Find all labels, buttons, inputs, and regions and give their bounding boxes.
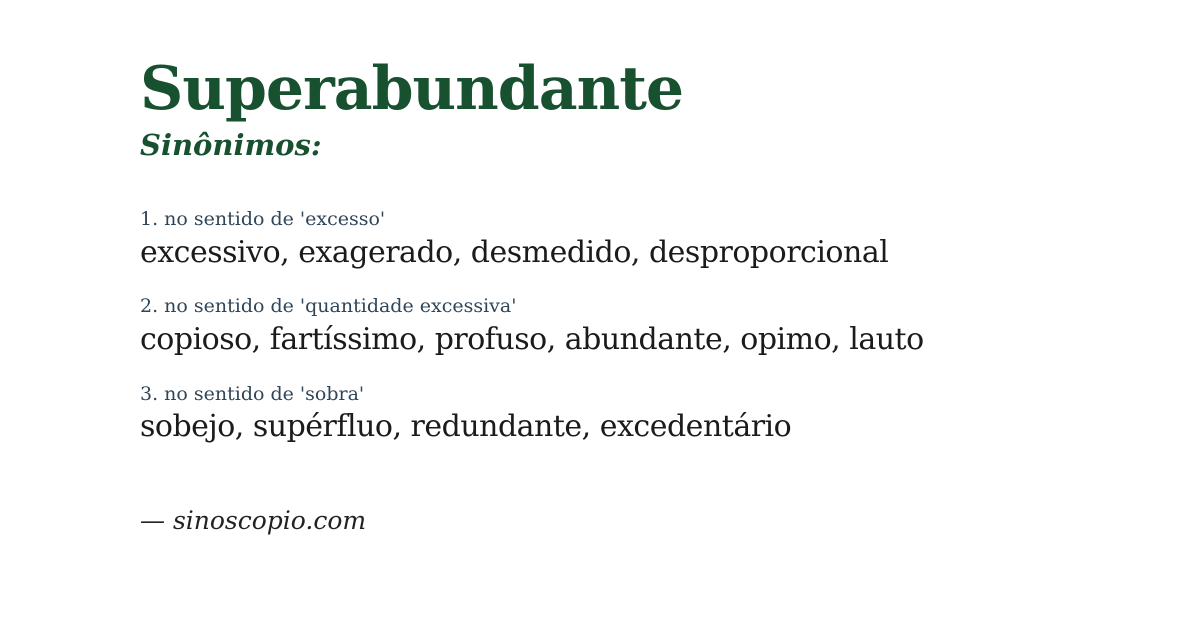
sense-item [140,295,1140,358]
sense-synonyms: copioso, fartíssimo, profuso, abundante, opimo, lauto [140,322,924,358]
sense-synonyms: sobejo, supérfluo, redundante, excedentário [140,409,792,445]
page-subtitle: Sinônimos: [140,128,322,162]
sense-label: 3. no sentido de 'sobra' [140,382,365,405]
page-title: Superabundante [140,54,684,124]
sense-list [140,208,1140,446]
sense-synonyms: excessivo, exagerado, desmedido, desproporcional [140,234,889,270]
attribution: — sinoscopio.com [140,505,367,535]
sense-label: 2. no sentido de 'quantidade excessiva' [140,295,517,318]
sense-item [140,383,1140,446]
sense-item [140,208,1140,271]
sense-label: 1. no sentido de 'excesso' [140,208,386,230]
